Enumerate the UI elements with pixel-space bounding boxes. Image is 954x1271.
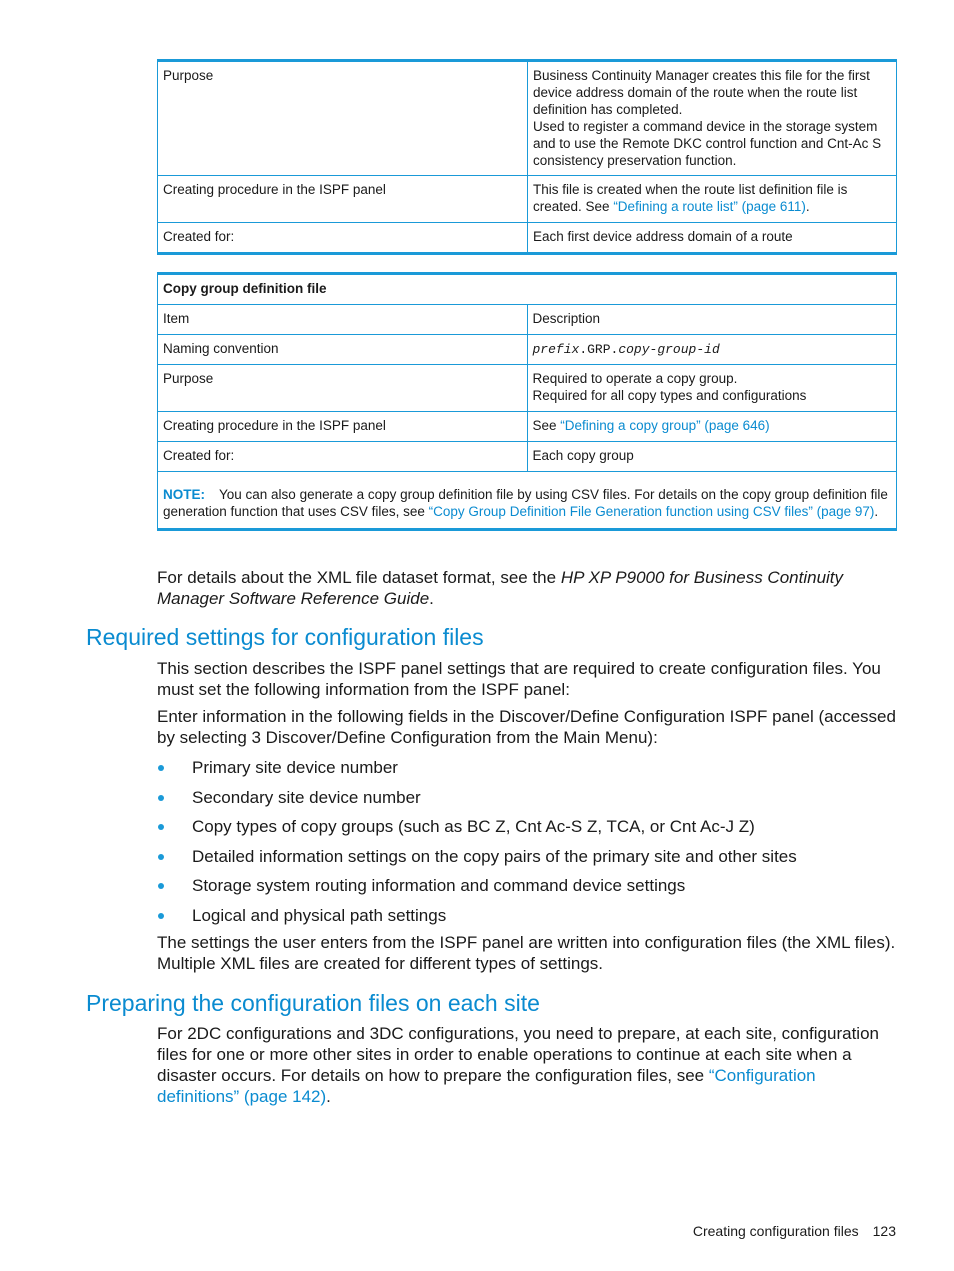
cell-text: This file is created when the route list definition file is created. See	[533, 182, 848, 214]
note-label: NOTE:	[163, 487, 205, 502]
list-item	[157, 905, 897, 935]
purpose-line: Required to operate a copy group.	[532, 371, 738, 386]
footer-title: Creating configuration files	[692, 1223, 859, 1239]
table-title: Copy group definition file	[158, 274, 897, 305]
page-number: 123	[872, 1223, 896, 1239]
section-heading-required-settings: Required settings for configuration files	[86, 624, 484, 650]
table-cell: Each first device address domain of a route	[528, 223, 897, 254]
list-item-text: Logical and physical path settings	[192, 905, 447, 925]
table-cell	[527, 365, 897, 412]
bullet-icon	[158, 913, 164, 919]
list-item	[157, 875, 897, 905]
list-item-text: Storage system routing information and command device settings	[192, 876, 686, 895]
table-cell	[528, 176, 897, 223]
section-paragraph: Enter information in the following fields in the Discover/Define Configuration ISPF panel (accessed by selecting 3 Discover/Define Configuration from the Main Menu):	[157, 707, 896, 747]
naming-suffix: copy-group-id	[618, 342, 720, 357]
table-row	[158, 305, 897, 335]
bullet-icon	[158, 795, 164, 801]
purpose-line: Required for all copy types and configurations	[532, 388, 807, 403]
xml-format-paragraph	[157, 567, 902, 609]
route-list-link[interactable]: “Defining a route list” (page 611)	[613, 199, 806, 214]
list-item-text: Copy types of copy groups (such as BC Z, Cnt Ac-S Z, TCA, or Cnt Ac-J Z)	[192, 817, 755, 836]
bullet-icon	[158, 824, 164, 830]
table-row	[158, 61, 897, 176]
cell-text: See	[532, 418, 561, 433]
table-cell: Creating procedure in the ISPF panel	[158, 412, 528, 442]
table-cell	[528, 61, 897, 176]
note-text: You can also generate a copy group definition file by using CSV files. For details on the copy group definition file generation function that uses CSV files, see	[163, 487, 888, 519]
bullet-icon	[158, 854, 164, 860]
table-row	[158, 274, 897, 305]
table-cell: Created for:	[158, 223, 528, 254]
table-cell: Creating procedure in the ISPF panel	[158, 176, 528, 223]
table-row	[158, 472, 897, 530]
list-item	[157, 846, 897, 876]
paragraph-text: .	[429, 589, 434, 608]
table-cell	[527, 335, 897, 365]
bullet-icon	[158, 883, 164, 889]
table-cell	[527, 412, 897, 442]
purpose-line: Used to register a command device in the storage system and to use the Remote DKC control function and Cnt-Ac S consistency preservation function.	[533, 119, 882, 168]
table-row	[158, 442, 897, 472]
table-cell: Each copy group	[527, 442, 897, 472]
table-cell: Purpose	[158, 365, 528, 412]
paragraph-text: For details about the XML file dataset format, see the	[157, 568, 561, 587]
paragraph-text: .	[326, 1087, 331, 1106]
list-item-text: Detailed information settings on the copy pairs of the primary site and other sites	[192, 846, 797, 866]
settings-bullet-list	[157, 757, 897, 934]
table-cell: Naming convention	[158, 335, 528, 365]
page-footer	[693, 1222, 896, 1240]
reference-guide-title: HP XP P9000 for Business Continuity Manager Software Reference Guide	[157, 568, 844, 608]
copy-group-table	[157, 272, 897, 531]
table-row	[158, 176, 897, 223]
note-suffix: .	[874, 504, 879, 519]
list-item-text: Primary site device number	[192, 758, 398, 777]
list-item	[157, 757, 897, 787]
paragraph-text: For 2DC configurations and 3DC configurations, you need to prepare, at each site, configuration files for one or more other sites in order to enable operations to continue at each site when a disaster occurs. For details on how to prepare the configuration files, see	[157, 1024, 879, 1085]
table-header-cell: Item	[158, 305, 528, 335]
section-paragraph	[157, 1023, 902, 1107]
list-item	[157, 816, 897, 846]
copy-group-link[interactable]: “Defining a copy group” (page 646)	[560, 418, 770, 433]
section-paragraph: The settings the user enters from the ISPF panel are written into configuration files (the XML files). Multiple XML files are created for different types of settings.	[157, 933, 896, 973]
purpose-line: Business Continuity Manager creates this file for the first device address domain of the route when the route list definition has completed.	[533, 68, 870, 117]
table-cell: Created for:	[158, 442, 528, 472]
cell-text: .	[805, 199, 810, 214]
table-row	[158, 223, 897, 254]
naming-mid: .GRP.	[579, 342, 619, 357]
csv-generation-link[interactable]: “Copy Group Definition File Generation function using CSV files” (page 97)	[428, 504, 875, 519]
section-heading-preparing-files: Preparing the configuration files on each site	[86, 990, 540, 1016]
naming-prefix: prefix	[532, 342, 580, 357]
list-item	[157, 787, 897, 817]
table-row	[158, 412, 897, 442]
table-cell: Purpose	[158, 61, 528, 176]
bullet-icon	[158, 765, 164, 771]
configuration-definitions-link[interactable]: “Configuration definitions” (page 142)	[157, 1066, 816, 1106]
route-file-table	[157, 59, 897, 255]
section-paragraph: This section describes the ISPF panel settings that are required to create configuration files. You must set the following information from the ISPF panel:	[157, 659, 881, 699]
table-header-cell: Description	[527, 305, 897, 335]
note-cell	[158, 472, 897, 530]
table-row	[158, 335, 897, 365]
list-item-text: Secondary site device number	[192, 787, 421, 807]
table-row	[158, 365, 897, 412]
